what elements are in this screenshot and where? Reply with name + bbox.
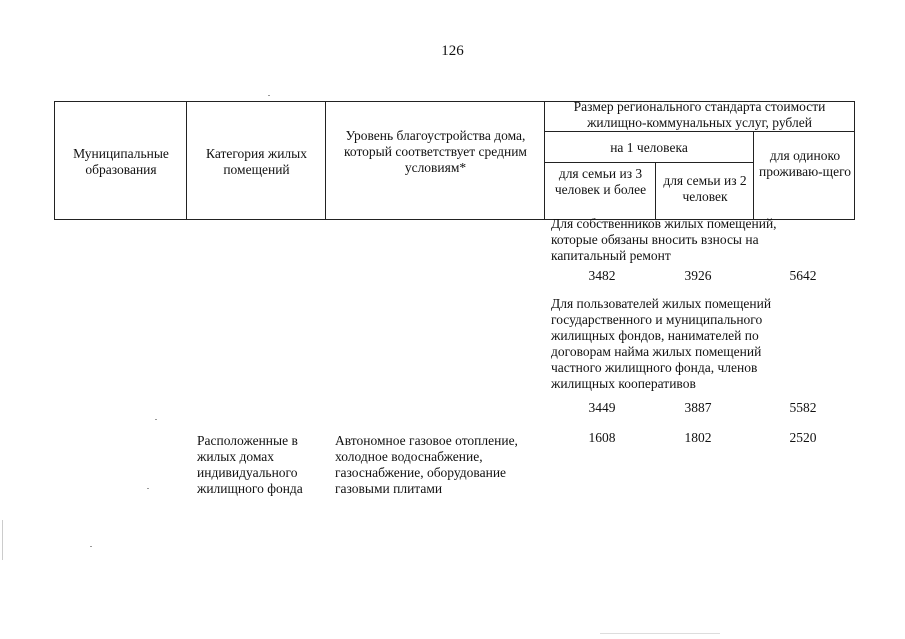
row-category: Расположенные в жилых домах индивидуального жилищного фонда [197,433,303,496]
page-number: 126 [441,43,464,59]
header-standard-size: Размер регионального стандарта стоимости жилищно-коммунальных услуг, рублей [573,99,826,130]
header-family2: для семьи из 2 человек [663,173,747,204]
scan-speck [147,488,149,489]
value-cell: 3887 [684,400,712,415]
scan-edge [600,633,720,634]
table-divider [544,162,754,163]
table-divider [544,131,854,132]
value-cell: 1802 [684,430,712,445]
header-single: для одиноко проживаю-щего [758,148,852,179]
value-cell: 3926 [684,268,712,283]
scan-speck [155,419,157,420]
scan-speck [90,546,92,547]
value-cell: 5582 [789,400,817,415]
header-municipal: Муниципальные образования [73,146,169,177]
value-cell: 3482 [588,268,616,283]
value-cell: 5642 [789,268,817,283]
row-level: Автономное газовое отопление, холодное водоснабжение, газоснабжение, оборудование газовыми плитами [335,433,518,496]
table-divider [325,101,326,220]
table-border-left [54,101,55,220]
table-divider [186,101,187,220]
header-family3: для семьи из 3 человек и более [554,166,647,197]
table-divider [544,101,545,220]
scan-edge [2,520,3,560]
table-divider [753,131,754,220]
section-note: Для пользователей жилых помещений государственного и муниципального жилищных фондов, нанимателей по договорам найма жилых помещений частного жилищного фонда, членов жилищных кооперативов [551,296,772,391]
table-divider [655,162,656,220]
header-level: Уровень благоустройства дома, который соответствует средним условиям* [344,128,527,175]
table-border-right [854,101,855,220]
scan-speck [268,95,270,96]
section-note: Для собственников жилых помещений, которые обязаны вносить взносы на капитальный ремонт [551,216,777,263]
header-per-person: на 1 человека [610,140,688,155]
header-category: Категория жилых помещений [206,146,307,177]
value-cell: 1608 [588,430,616,445]
value-cell: 3449 [588,400,616,415]
value-cell: 2520 [789,430,817,445]
